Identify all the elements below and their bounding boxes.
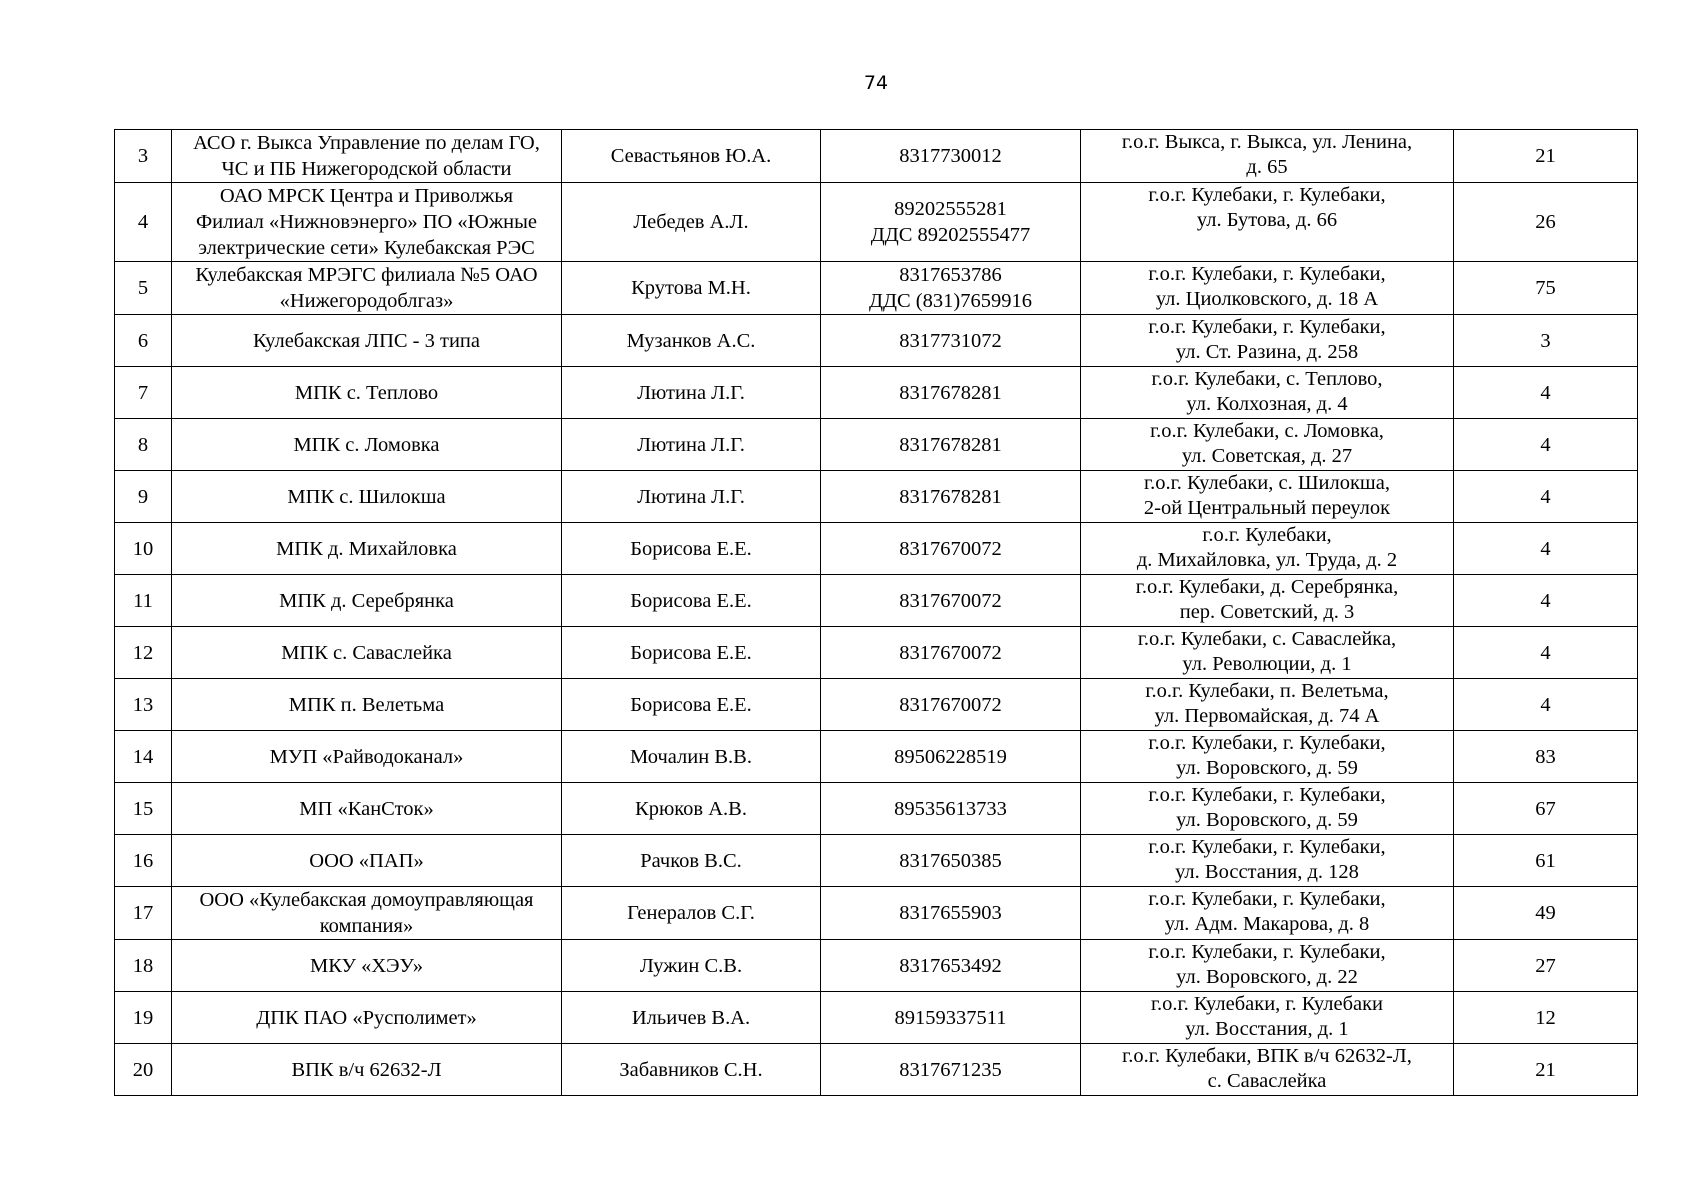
- cell-text: 21: [1535, 1058, 1556, 1081]
- cell-line: г.о.г. Кулебаки, г. Кулебаки: [1150, 993, 1384, 1015]
- cell-line: ул. Воровского, д. 59: [1176, 757, 1358, 779]
- cell-text: Лютина Л.Г.: [637, 433, 745, 456]
- cell-text: 3: [1540, 329, 1551, 352]
- table-row: [115, 627, 1638, 679]
- row-number-cell: [115, 835, 172, 887]
- cell-line: 8317730012: [899, 145, 1002, 167]
- count-cell: [1454, 783, 1638, 835]
- contact-person-cell: [562, 627, 821, 679]
- contact-person-cell: [562, 835, 821, 887]
- cell-text: Крутова М.Н.: [631, 277, 751, 299]
- address-cell: [1081, 835, 1454, 887]
- page-number: 74: [863, 72, 889, 94]
- cell-text: 17: [132, 902, 154, 924]
- table-body: [115, 130, 1638, 1096]
- organization-cell: [172, 940, 562, 992]
- cell-line: г.о.г. Выкса, г. Выкса, ул. Ленина,: [1121, 131, 1413, 153]
- cell-line: 8317655903: [899, 902, 1002, 924]
- cell-line: МКУ «ХЭУ»: [310, 954, 423, 977]
- phone-cell: [821, 262, 1081, 315]
- cell-text: Мочалин В.В.: [630, 745, 752, 768]
- address-cell: [1081, 940, 1454, 992]
- count-cell: [1454, 731, 1638, 783]
- phone-cell: [821, 523, 1081, 575]
- cell-line: АСО г. Выкса Управление по делам ГО,: [193, 132, 540, 154]
- address-cell: [1081, 315, 1454, 367]
- cell-text: 15: [132, 797, 154, 820]
- table-row: [115, 367, 1638, 419]
- organization-cell: [172, 183, 562, 262]
- contact-person-cell: [562, 523, 821, 575]
- cell-text: 83: [1535, 745, 1556, 768]
- cell-line: 8317670072: [899, 693, 1002, 716]
- cell-text: Лютина Л.Г.: [637, 485, 745, 508]
- address-cell: [1081, 419, 1454, 471]
- contact-person-cell: [562, 130, 821, 183]
- row-number-cell: [115, 523, 172, 575]
- cell-line: МПК с. Теплово: [294, 381, 439, 404]
- cell-text: Музанков А.С.: [626, 329, 756, 352]
- table-row: [115, 419, 1638, 471]
- organization-cell: [172, 130, 562, 183]
- cell-text: 11: [133, 589, 153, 612]
- count-cell: [1454, 940, 1638, 992]
- cell-line: ВПК в/ч 62632-Л: [291, 1058, 442, 1081]
- cell-line: компания»: [319, 915, 414, 937]
- count-cell: [1454, 183, 1638, 262]
- address-cell: [1081, 523, 1454, 575]
- table-row: [115, 575, 1638, 627]
- cell-line: г.о.г. Кулебаки, г. Кулебаки,: [1148, 836, 1386, 858]
- contact-person-cell: [562, 1044, 821, 1096]
- cell-text: Лужин С.В.: [639, 954, 743, 977]
- cell-line: ул. Первомайская, д. 74 А: [1154, 705, 1380, 727]
- phone-cell: [821, 835, 1081, 887]
- cell-line: ДДС 89202555477: [870, 224, 1031, 246]
- table-row: [115, 731, 1638, 783]
- cell-text: 12: [1535, 1006, 1556, 1029]
- cell-line: ул. Воровского, д. 59: [1176, 809, 1358, 831]
- phone-cell: [821, 940, 1081, 992]
- organization-cell: [172, 575, 562, 627]
- organization-cell: [172, 783, 562, 835]
- cell-line: 8317650385: [899, 849, 1002, 872]
- cell-line: «Нижегородоблгаз»: [279, 290, 454, 312]
- row-number-cell: [115, 627, 172, 679]
- cell-line: д. 65: [1246, 156, 1288, 178]
- count-cell: [1454, 419, 1638, 471]
- cell-line: г.о.г. Кулебаки, г. Кулебаки,: [1148, 941, 1386, 963]
- cell-text: Лютина Л.Г.: [637, 381, 745, 404]
- cell-line: МПК с. Шилокша: [287, 485, 446, 508]
- cell-line: г.о.г. Кулебаки, ВПК в/ч 62632-Л,: [1122, 1045, 1412, 1067]
- organization-cell: [172, 315, 562, 367]
- contact-person-cell: [562, 679, 821, 731]
- row-number-cell: [115, 130, 172, 183]
- row-number-cell: [115, 419, 172, 471]
- cell-line: 89202555281: [894, 198, 1007, 220]
- organization-cell: [172, 419, 562, 471]
- address-cell: [1081, 627, 1454, 679]
- cell-text: 16: [132, 849, 154, 872]
- table-row: [115, 130, 1638, 183]
- row-number-cell: [115, 940, 172, 992]
- phone-cell: [821, 783, 1081, 835]
- cell-line: ул. Бутова, д. 66: [1196, 209, 1338, 231]
- cell-line: 8317678281: [899, 381, 1002, 404]
- cell-line: г.о.г. Кулебаки, с. Теплово,: [1151, 368, 1383, 390]
- cell-line: ул. Советская, д. 27: [1181, 445, 1353, 467]
- cell-text: 6: [137, 329, 149, 352]
- table-row: [115, 523, 1638, 575]
- table-row: [115, 315, 1638, 367]
- cell-text: 4: [1540, 381, 1551, 404]
- cell-line: 89159337511: [894, 1006, 1007, 1029]
- cell-line: ул. Восстания, д. 1: [1185, 1018, 1349, 1040]
- row-number-cell: [115, 1044, 172, 1096]
- cell-line: д. Михайловка, ул. Труда, д. 2: [1136, 549, 1398, 571]
- cell-line: МПК с. Ломовка: [293, 433, 440, 456]
- cell-text: 4: [1540, 589, 1551, 612]
- table-row: [115, 1044, 1638, 1096]
- cell-text: Ильичев В.А.: [631, 1006, 751, 1029]
- table-row: [115, 887, 1638, 940]
- count-cell: [1454, 130, 1638, 183]
- address-cell: [1081, 262, 1454, 315]
- cell-text: Борисова Е.Е.: [630, 641, 752, 664]
- cell-text: 13: [132, 693, 154, 716]
- cell-line: ул. Воровского, д. 22: [1176, 966, 1358, 988]
- cell-line: МПК с. Саваслейка: [281, 641, 452, 664]
- cell-text: Рачков В.С.: [640, 849, 742, 872]
- cell-text: Лебедев А.Л.: [633, 211, 749, 233]
- cell-text: 4: [1540, 485, 1551, 508]
- cell-text: 4: [137, 211, 149, 233]
- organization-cell: [172, 992, 562, 1044]
- row-number-cell: [115, 731, 172, 783]
- cell-line: МПК д. Серебрянка: [279, 589, 454, 612]
- cell-text: 7: [137, 381, 149, 404]
- cell-line: ООО «Кулебакская домоуправляющая: [199, 889, 534, 911]
- cell-line: электрические сети» Кулебакская РЭС: [198, 237, 535, 259]
- cell-text: 19: [132, 1006, 154, 1029]
- cell-line: 8317670072: [899, 589, 1002, 612]
- cell-text: 67: [1535, 797, 1556, 820]
- table-row: [115, 940, 1638, 992]
- address-cell: [1081, 731, 1454, 783]
- cell-text: 4: [1540, 537, 1551, 560]
- address-cell: [1081, 679, 1454, 731]
- organization-cell: [172, 835, 562, 887]
- count-cell: [1454, 835, 1638, 887]
- contact-person-cell: [562, 731, 821, 783]
- cell-line: г.о.г. Кулебаки, с. Ломовка,: [1150, 420, 1384, 442]
- row-number-cell: [115, 575, 172, 627]
- cell-text: 4: [1540, 433, 1551, 456]
- address-cell: [1081, 992, 1454, 1044]
- table-row: [115, 783, 1638, 835]
- organization-cell: [172, 523, 562, 575]
- contact-person-cell: [562, 367, 821, 419]
- cell-text: Забавников С.Н.: [619, 1058, 763, 1081]
- cell-text: 61: [1535, 849, 1556, 872]
- organization-cell: [172, 262, 562, 315]
- count-cell: [1454, 367, 1638, 419]
- cell-text: Севастьянов Ю.А.: [610, 145, 772, 167]
- count-cell: [1454, 523, 1638, 575]
- cell-line: ул. Ст. Разина, д. 258: [1175, 341, 1359, 363]
- phone-cell: [821, 471, 1081, 523]
- cell-text: 12: [132, 641, 154, 664]
- organization-cell: [172, 367, 562, 419]
- table-row: [115, 679, 1638, 731]
- phone-cell: [821, 992, 1081, 1044]
- cell-line: г.о.г. Кулебаки, п. Велетьма,: [1145, 680, 1389, 702]
- row-number-cell: [115, 887, 172, 940]
- count-cell: [1454, 471, 1638, 523]
- table-row: [115, 835, 1638, 887]
- count-cell: [1454, 315, 1638, 367]
- contact-person-cell: [562, 262, 821, 315]
- count-cell: [1454, 679, 1638, 731]
- count-cell: [1454, 1044, 1638, 1096]
- cell-line: пер. Советский, д. 3: [1179, 601, 1355, 623]
- address-cell: [1081, 887, 1454, 940]
- address-cell: [1081, 1044, 1454, 1096]
- address-cell: [1081, 575, 1454, 627]
- cell-line: 8317678281: [899, 433, 1002, 456]
- cell-line: г.о.г. Кулебаки, г. Кулебаки,: [1148, 263, 1386, 285]
- cell-text: 5: [137, 277, 149, 299]
- row-number-cell: [115, 992, 172, 1044]
- cell-text: 18: [132, 954, 154, 977]
- cell-line: Кулебакская ЛПС - 3 типа: [252, 329, 481, 352]
- contact-person-cell: [562, 940, 821, 992]
- cell-line: 8317678281: [899, 485, 1002, 508]
- organization-cell: [172, 471, 562, 523]
- cell-line: ул. Адм. Макарова, д. 8: [1164, 913, 1370, 935]
- cell-line: г.о.г. Кулебаки, г. Кулебаки,: [1148, 316, 1386, 338]
- count-cell: [1454, 262, 1638, 315]
- cell-line: г.о.г. Кулебаки, г. Кулебаки,: [1148, 184, 1386, 206]
- table-row: [115, 471, 1638, 523]
- cell-line: ДДС (831)7659916: [869, 290, 1032, 312]
- cell-line: г.о.г. Кулебаки, г. Кулебаки,: [1148, 784, 1386, 806]
- contact-person-cell: [562, 315, 821, 367]
- cell-line: г.о.г. Кулебаки, д. Серебрянка,: [1135, 576, 1399, 598]
- phone-cell: [821, 419, 1081, 471]
- cell-line: МП «КанСток»: [299, 797, 434, 820]
- address-cell: [1081, 130, 1454, 183]
- phone-cell: [821, 575, 1081, 627]
- cell-line: ул. Восстания, д. 128: [1175, 861, 1359, 883]
- cell-line: 89535613733: [894, 797, 1007, 820]
- row-number-cell: [115, 262, 172, 315]
- cell-text: 10: [132, 537, 154, 560]
- cell-line: 2-ой Центральный переулок: [1143, 497, 1391, 519]
- row-number-cell: [115, 679, 172, 731]
- table-row: [115, 262, 1638, 315]
- cell-text: 21: [1535, 145, 1556, 167]
- cell-line: г.о.г. Кулебаки, с. Саваслейка,: [1137, 628, 1397, 650]
- phone-cell: [821, 1044, 1081, 1096]
- cell-line: ОАО МРСК Центра и Приволжья: [219, 185, 514, 207]
- row-number-cell: [115, 183, 172, 262]
- cell-line: Кулебакская МРЭГС филиала №5 ОАО: [195, 264, 538, 286]
- organization-cell: [172, 731, 562, 783]
- cell-line: 8317653786: [899, 264, 1002, 286]
- contact-person-cell: [562, 471, 821, 523]
- row-number-cell: [115, 783, 172, 835]
- organizations-table: [114, 129, 1638, 1096]
- address-cell: [1081, 183, 1454, 262]
- row-number-cell: [115, 471, 172, 523]
- phone-cell: [821, 130, 1081, 183]
- cell-text: 75: [1535, 277, 1556, 299]
- cell-text: Борисова Е.Е.: [630, 537, 752, 560]
- cell-line: МПК д. Михайловка: [276, 537, 457, 560]
- cell-line: МУП «Райводоканал»: [269, 745, 464, 768]
- count-cell: [1454, 575, 1638, 627]
- contact-person-cell: [562, 575, 821, 627]
- cell-text: 9: [137, 485, 149, 508]
- contact-person-cell: [562, 183, 821, 262]
- address-cell: [1081, 471, 1454, 523]
- phone-cell: [821, 367, 1081, 419]
- organization-cell: [172, 887, 562, 940]
- cell-text: 14: [132, 745, 154, 768]
- count-cell: [1454, 992, 1638, 1044]
- cell-line: 8317670072: [899, 537, 1002, 560]
- table-row: [115, 992, 1638, 1044]
- count-cell: [1454, 887, 1638, 940]
- cell-line: ООО «ПАП»: [309, 849, 424, 872]
- contact-person-cell: [562, 783, 821, 835]
- phone-cell: [821, 887, 1081, 940]
- cell-line: ул. Циолковского, д. 18 А: [1155, 288, 1379, 310]
- phone-cell: [821, 183, 1081, 262]
- cell-text: 4: [1540, 693, 1551, 716]
- contact-person-cell: [562, 992, 821, 1044]
- contact-person-cell: [562, 419, 821, 471]
- cell-line: ул. Колхозная, д. 4: [1186, 393, 1348, 415]
- phone-cell: [821, 731, 1081, 783]
- cell-line: с. Саваслейка: [1207, 1070, 1327, 1092]
- cell-line: МПК п. Велетьма: [288, 693, 445, 716]
- cell-text: 20: [132, 1058, 154, 1081]
- organization-cell: [172, 1044, 562, 1096]
- cell-text: 8: [137, 433, 149, 456]
- cell-line: 8317670072: [899, 641, 1002, 664]
- organization-cell: [172, 679, 562, 731]
- phone-cell: [821, 679, 1081, 731]
- cell-text: 4: [1540, 641, 1551, 664]
- cell-line: г.о.г. Кулебаки, г. Кулебаки,: [1148, 888, 1386, 910]
- cell-text: Борисова Е.Е.: [630, 589, 752, 612]
- address-cell: [1081, 783, 1454, 835]
- row-number-cell: [115, 315, 172, 367]
- cell-text: Борисова Е.Е.: [630, 693, 752, 716]
- cell-line: 8317731072: [899, 329, 1002, 352]
- cell-line: 89506228519: [894, 745, 1007, 768]
- organization-cell: [172, 627, 562, 679]
- count-cell: [1454, 627, 1638, 679]
- cell-line: г.о.г. Кулебаки, с. Шилокша,: [1144, 472, 1390, 494]
- cell-line: ЧС и ПБ Нижегородской области: [221, 158, 512, 180]
- row-number-cell: [115, 367, 172, 419]
- cell-text: 49: [1535, 902, 1556, 924]
- contact-person-cell: [562, 887, 821, 940]
- cell-text: Генералов С.Г.: [627, 902, 755, 924]
- address-cell: [1081, 367, 1454, 419]
- phone-cell: [821, 627, 1081, 679]
- cell-line: ДПК ПАО «Русполимет»: [256, 1006, 477, 1029]
- phone-cell: [821, 315, 1081, 367]
- cell-line: г.о.г. Кулебаки, г. Кулебаки,: [1148, 732, 1386, 754]
- cell-text: Крюков А.В.: [635, 797, 747, 820]
- cell-line: 8317671235: [899, 1058, 1002, 1081]
- table-row: [115, 183, 1638, 262]
- cell-line: Филиал «Нижновэнерго» ПО «Южные: [195, 211, 538, 233]
- cell-text: 26: [1535, 211, 1556, 233]
- cell-line: 8317653492: [899, 954, 1002, 977]
- cell-line: г.о.г. Кулебаки,: [1202, 524, 1332, 546]
- cell-text: 3: [137, 145, 149, 167]
- cell-text: 27: [1535, 954, 1556, 977]
- cell-line: ул. Революции, д. 1: [1182, 653, 1352, 675]
